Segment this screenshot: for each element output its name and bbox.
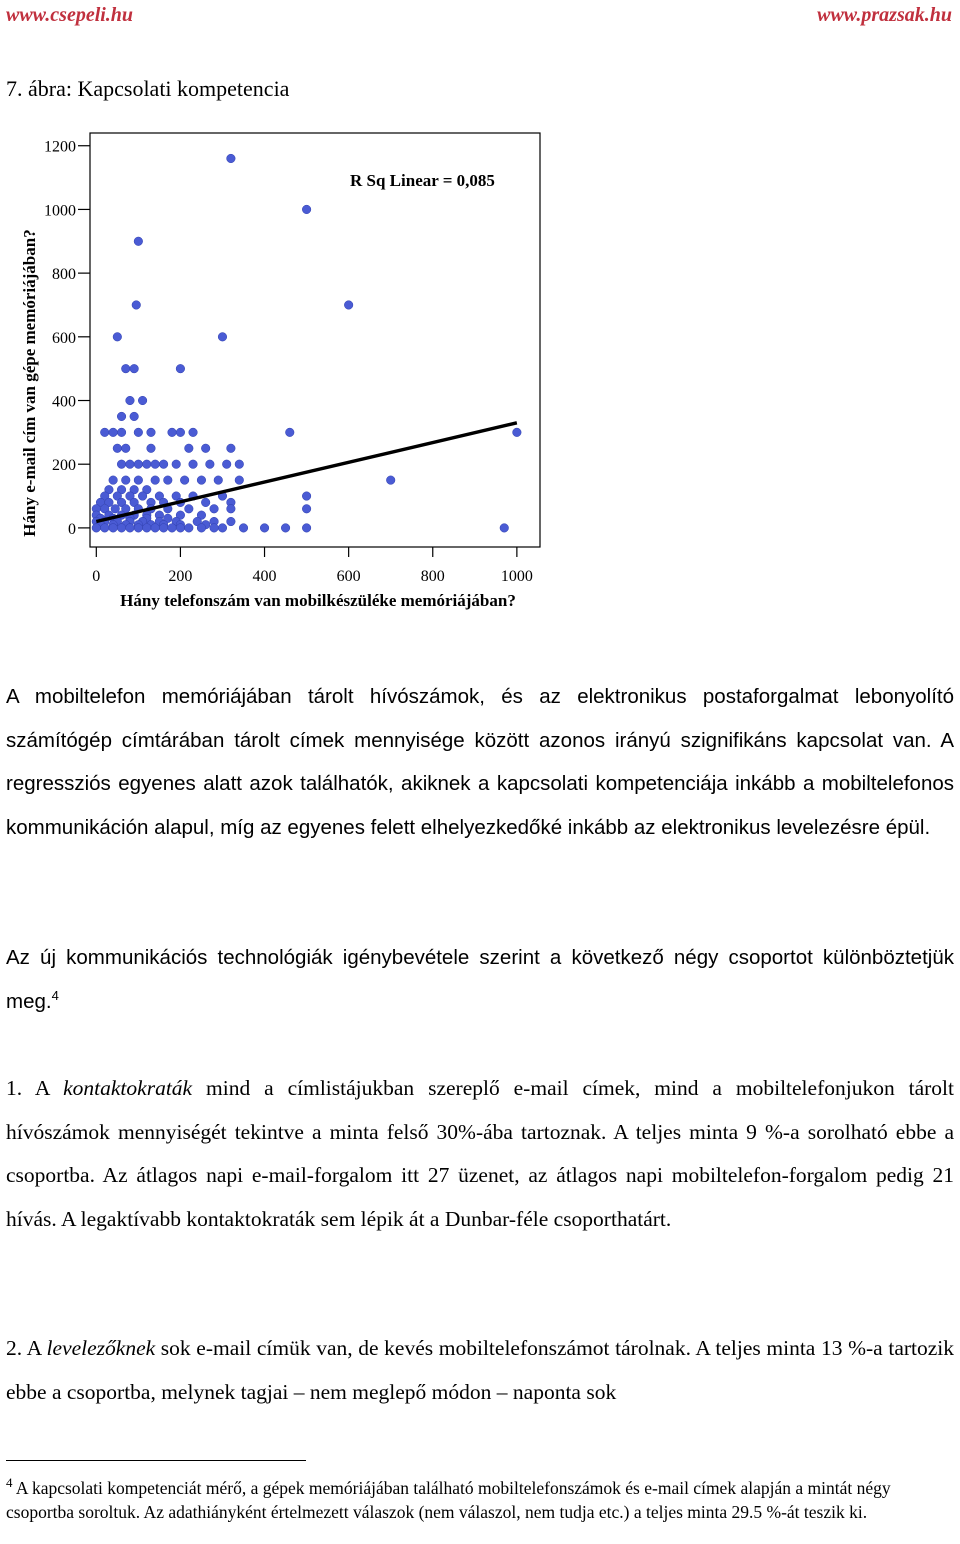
group-1-prefix: 1. A: [6, 1076, 64, 1100]
footnote-separator: [6, 1460, 306, 1461]
y-tick-label: 1000: [44, 202, 76, 220]
data-point: [218, 524, 227, 533]
data-point: [344, 301, 353, 310]
group-1-paragraph: [6, 1067, 954, 1241]
data-point: [109, 428, 118, 437]
data-point: [197, 476, 206, 485]
data-point: [210, 524, 219, 533]
data-point: [134, 428, 143, 437]
data-point: [117, 412, 126, 421]
group-2-term: levelezőknek: [46, 1336, 156, 1360]
data-point: [117, 460, 126, 469]
x-tick-label: 0: [92, 568, 101, 585]
paragraph-2-text: Az új kommunikációs technológiák igénybevétele szerint a következő négy csoportot különböztetjük meg.: [6, 946, 954, 1013]
data-point: [100, 428, 109, 437]
data-point: [151, 524, 160, 533]
data-point: [117, 428, 126, 437]
data-point: [201, 498, 210, 507]
data-point: [159, 460, 168, 469]
data-point: [302, 492, 311, 501]
data-point: [126, 460, 135, 469]
data-point: [210, 504, 219, 513]
data-point: [126, 524, 135, 533]
data-point: [113, 444, 122, 453]
y-tick-label: 400: [52, 393, 76, 411]
x-tick-label: 1000: [500, 568, 533, 585]
data-point: [176, 428, 185, 437]
data-point: [281, 524, 290, 533]
data-point: [134, 237, 143, 246]
data-point: [260, 524, 269, 533]
data-point: [302, 524, 311, 533]
x-tick-label: 800: [420, 568, 445, 585]
data-point: [197, 524, 206, 533]
paragraph-2: [6, 936, 954, 1023]
data-point: [235, 460, 244, 469]
group-2-paragraph: [6, 1327, 954, 1414]
paragraph-1: A mobiltelefon memóriájában tárolt hívószámok, és az elektronikus postaforgalmat lebonyolító számítógép címtárában tárolt címek mennyisége között azonos irányú szignifikáns kapcsolat van. A regressziós egyenes alatt azok találhatók, akiknek a kapcsolati kompetenciája inkább a mobiltelefonos kommunikáción alapul, míg az egyenes felett elhelyezkedőké inkább az elektronikus levelezésre épül.: [6, 685, 954, 839]
data-point: [142, 524, 151, 533]
footnote-reference: 4: [51, 987, 59, 1003]
data-point: [285, 428, 294, 437]
data-point: [164, 476, 173, 485]
data-point: [126, 396, 135, 405]
data-point: [172, 460, 181, 469]
data-point: [151, 476, 160, 485]
data-point: [168, 524, 177, 533]
data-point: [130, 412, 139, 421]
data-point: [92, 524, 101, 533]
data-point: [100, 524, 109, 533]
data-point: [121, 476, 130, 485]
group-2-prefix: 2. A: [6, 1336, 47, 1360]
chart-x-label: Hány telefonszám van mobilkészüléke memóriájában?: [120, 591, 516, 610]
data-point: [235, 476, 244, 485]
data-point: [513, 428, 522, 437]
data-point: [159, 524, 168, 533]
x-tick-label: 200: [168, 568, 193, 585]
data-point: [227, 504, 236, 513]
x-tick-label: 600: [336, 568, 361, 585]
data-point: [168, 428, 177, 437]
data-point: [227, 154, 236, 163]
data-point: [218, 333, 227, 342]
chart-annotation: R Sq Linear = 0,085: [350, 171, 495, 190]
scatter-chart: [0, 125, 560, 615]
data-point: [147, 428, 156, 437]
y-tick-label: 600: [52, 329, 76, 347]
y-tick-label: 0: [68, 520, 76, 538]
footnote-text: A kapcsolati kompetenciát mérő, a gépek memóriájában található mobiltelefonszámok és e-mail címek alapján a mintát négy csoportba soroltuk. Az adathiányként értelmezett válaszok (nem válaszol, nem tudja etc.) a teljes minta 29.5 %-át teszik ki.: [6, 1478, 891, 1522]
data-point: [132, 301, 141, 310]
data-point: [222, 460, 231, 469]
data-point: [386, 476, 395, 485]
footnote: [6, 1476, 954, 1524]
data-point: [201, 444, 210, 453]
chart-y-label: Hány e-mail cím van gépe memóriájában?: [20, 229, 39, 537]
header-url-left[interactable]: www.csepeli.hu: [6, 4, 134, 26]
data-point: [138, 396, 147, 405]
header-url-right[interactable]: www.prazsak.hu: [817, 4, 952, 26]
plot-frame: [90, 133, 540, 547]
data-point: [185, 504, 194, 513]
y-tick-label: 200: [52, 457, 76, 475]
chart-points: [92, 154, 521, 532]
data-point: [227, 444, 236, 453]
data-point: [109, 476, 118, 485]
data-point: [113, 333, 122, 342]
data-point: [111, 504, 120, 513]
data-point: [180, 476, 189, 485]
data-point: [302, 504, 311, 513]
data-point: [117, 524, 126, 533]
group-1-text: mind a címlistájukban szereplő e-mail címek, mind a mobiltelefonjukon tárolt hívószámok mennyiségét tekintve a minta felső 30%-ába tartoznak. A teljes minta 9 %-a sorolható ebbe a csoportba. Az átlagos napi e-mail-forgalom itt 27 üzenet, az átlagos napi mobiltelefon-forgalom pedig 21 hívás. A legaktívabb kontaktokraták sem lépik át a Dunbar-féle csoporthatárt.: [6, 1076, 954, 1231]
data-point: [134, 460, 143, 469]
data-point: [121, 444, 130, 453]
group-2-text: sok e-mail címük van, de kevés mobiltelefonszámot tárolnak. A teljes minta 13 %-a tartozik ebbe a csoportba, melynek tagjai – nem meglepő módon – naponta sok: [6, 1336, 955, 1404]
group-1-term: kontaktokraták: [63, 1076, 193, 1100]
data-point: [239, 524, 248, 533]
footnote-number: 4: [6, 1475, 13, 1491]
data-point: [214, 476, 223, 485]
data-point: [206, 460, 215, 469]
data-point: [130, 364, 139, 373]
data-point: [142, 460, 151, 469]
data-point: [500, 524, 509, 533]
data-point: [185, 444, 194, 453]
data-point: [227, 517, 236, 526]
y-tick-label: 800: [52, 266, 76, 284]
data-point: [147, 444, 156, 453]
data-point: [109, 524, 118, 533]
figure-caption: 7. ábra: Kapcsolati kompetencia: [6, 76, 290, 101]
y-tick-label: 1200: [44, 138, 76, 156]
data-point: [138, 492, 147, 501]
data-point: [134, 524, 143, 533]
data-point: [185, 524, 194, 533]
x-tick-label: 400: [252, 568, 277, 585]
data-point: [134, 476, 143, 485]
data-point: [176, 364, 185, 373]
data-point: [121, 364, 130, 373]
data-point: [151, 460, 160, 469]
data-point: [302, 205, 311, 214]
data-point: [189, 428, 198, 437]
data-point: [189, 460, 198, 469]
data-point: [176, 524, 185, 533]
